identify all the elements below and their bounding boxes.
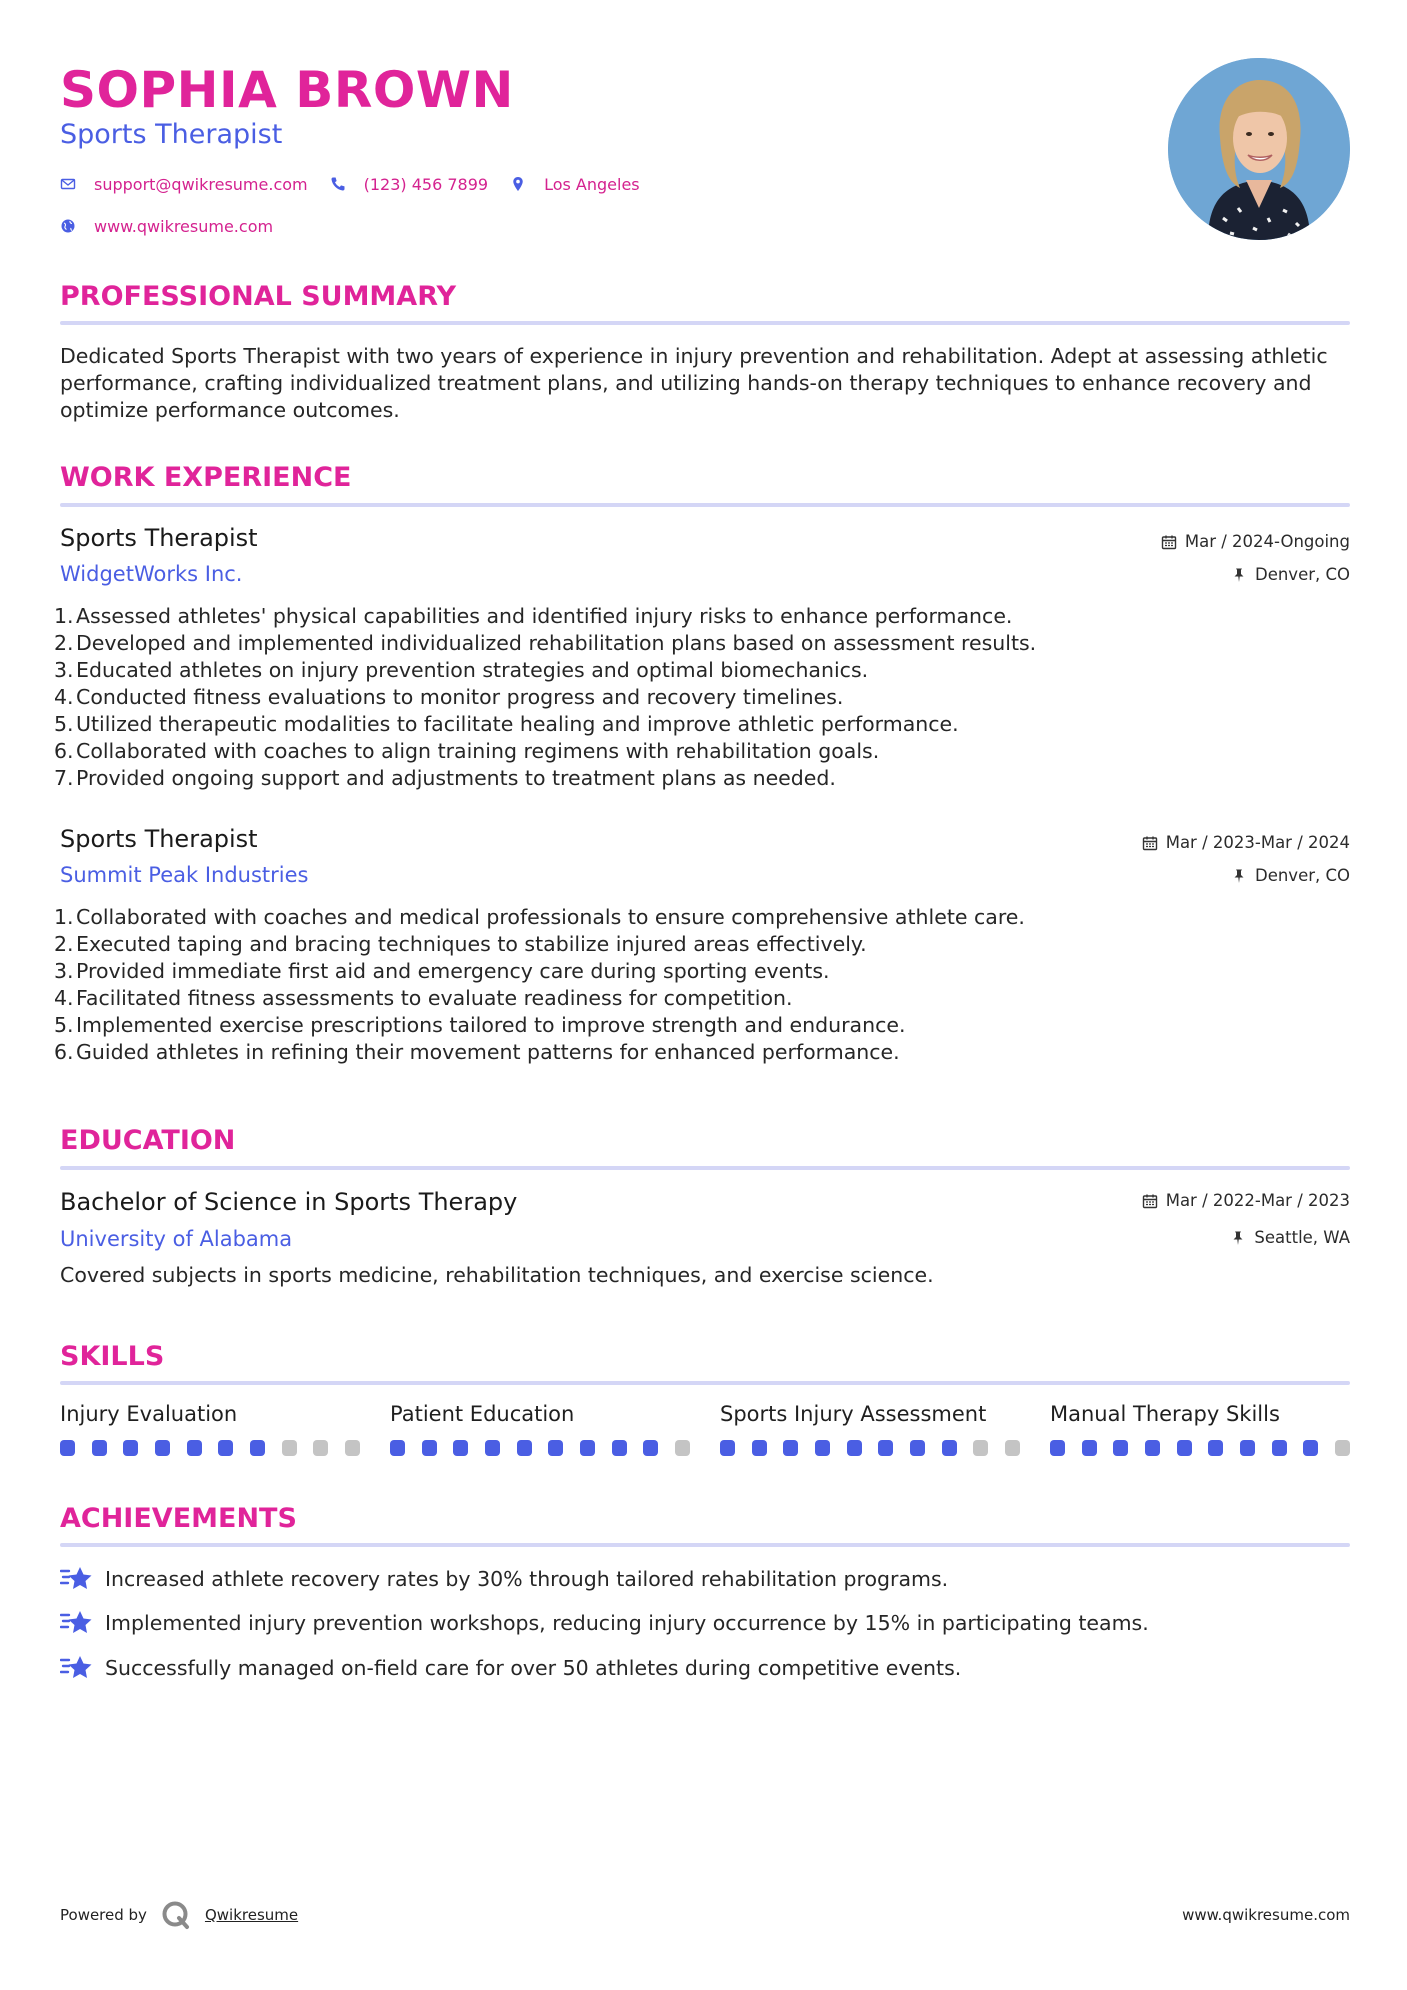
achievement-text: Implemented injury prevention workshops, reducing injury occurrence by 15% in participating teams. <box>105 1610 1149 1635</box>
skill-dot-filled <box>580 1440 595 1456</box>
website-text: www.qwikresume.com <box>94 216 274 236</box>
qwikresume-link[interactable]: Qwikresume <box>204 1906 299 1924</box>
skill-dot-filled <box>612 1440 627 1456</box>
profile-photo <box>1168 58 1350 240</box>
skill-dot-filled <box>155 1440 170 1456</box>
skill-dot-filled <box>1272 1440 1287 1456</box>
achievement-text: Successfully managed on-field care for over 50 athletes during competitive events. <box>105 1655 962 1680</box>
pushpin-icon <box>1230 1230 1246 1246</box>
section-title-skills: SKILLS <box>60 1341 165 1372</box>
list-item: 7. Provided ongoing support and adjustments to treatment plans as needed. <box>54 766 836 790</box>
skill-dot-filled <box>847 1440 862 1456</box>
footer-powered-by <box>60 1900 298 1930</box>
degree-title: Bachelor of Science in Sports Therapy <box>60 1188 518 1216</box>
list-item: 5. Implemented exercise prescriptions tailored to improve strength and endurance. <box>54 1013 906 1037</box>
job-dates-text: Mar / 2023-Mar / 2024 <box>1165 833 1350 852</box>
list-item: 1. Collaborated with coaches and medical professionals to ensure comprehensive athlete care. <box>54 905 1025 929</box>
location-text: Los Angeles <box>544 174 640 194</box>
candidate-name: SOPHIA BROWN <box>60 61 514 119</box>
achievement-item <box>60 1654 961 1682</box>
skills-grid <box>60 1400 1350 1456</box>
skill-dot-filled <box>1240 1440 1255 1456</box>
skill-dot-filled <box>1208 1440 1223 1456</box>
skill-dot-filled <box>123 1440 138 1456</box>
skill-dot-filled <box>60 1440 75 1456</box>
skill-dot-empty <box>1335 1440 1350 1456</box>
achievement-item <box>60 1565 948 1593</box>
list-item: 4. Facilitated fitness assessments to evaluate readiness for competition. <box>54 986 793 1010</box>
section-divider <box>60 1543 1350 1547</box>
list-item: 2. Executed taping and bracing techniques to stabilize injured areas effectively. <box>54 932 867 956</box>
skill-dot-filled <box>1050 1440 1065 1456</box>
skill-dot-filled <box>643 1440 658 1456</box>
job-location <box>1231 865 1350 887</box>
education-dates <box>1142 1190 1350 1212</box>
pushpin-icon <box>1231 868 1247 884</box>
email-item[interactable] <box>60 175 308 194</box>
powered-by-text: Powered by <box>60 1906 147 1924</box>
section-title-experience: WORK EXPERIENCE <box>60 462 352 493</box>
skill-dot-filled <box>1303 1440 1318 1456</box>
skill-dot-filled <box>815 1440 830 1456</box>
globe-icon <box>60 218 76 234</box>
skill-name: Manual Therapy Skills <box>1050 1402 1280 1426</box>
skill-dot-filled <box>250 1440 265 1456</box>
summary-text: Dedicated Sports Therapist with two years of experience in injury prevention and rehabilitation. Adept at assessing athletic performance, crafting individualized treatment plans, and utilizing hands-on therapy techniques to enhance recovery and optimize performance outcomes. <box>60 344 1328 422</box>
footer-website[interactable]: www.qwikresume.com <box>1182 1906 1350 1924</box>
list-item: 3. Provided immediate first aid and emergency care during sporting events. <box>54 959 830 983</box>
skill-rating <box>60 1440 360 1456</box>
section-title-summary: PROFESSIONAL SUMMARY <box>60 281 457 312</box>
section-divider <box>60 1381 1350 1385</box>
job-title: Sports Therapist <box>60 825 258 853</box>
contact-row <box>60 173 662 195</box>
education-location <box>1230 1227 1350 1249</box>
skill-dot-filled <box>453 1440 468 1456</box>
skill-dot-empty <box>675 1440 690 1456</box>
calendar-icon <box>1142 1193 1158 1209</box>
qwikresume-logo-icon <box>161 1900 191 1930</box>
star-icon <box>60 1609 94 1637</box>
skill-name: Sports Injury Assessment <box>720 1402 987 1426</box>
job-company: WidgetWorks Inc. <box>60 562 243 586</box>
list-item: 4. Conducted fitness evaluations to monitor progress and recovery timelines. <box>54 685 844 709</box>
skill-dot-filled <box>92 1440 107 1456</box>
skill-item <box>390 1400 690 1456</box>
skill-dot-empty <box>973 1440 988 1456</box>
skill-name: Patient Education <box>390 1402 575 1426</box>
skill-rating <box>1050 1440 1350 1456</box>
achievement-item <box>60 1609 1149 1637</box>
skill-rating <box>390 1440 690 1456</box>
skill-dot-filled <box>548 1440 563 1456</box>
skill-dot-filled <box>422 1440 437 1456</box>
skill-dot-filled <box>783 1440 798 1456</box>
envelope-icon <box>60 176 76 192</box>
skill-item <box>60 1400 360 1456</box>
skill-name: Injury Evaluation <box>60 1402 238 1426</box>
map-pin-icon <box>510 176 526 192</box>
skill-dot-filled <box>752 1440 767 1456</box>
skill-dot-filled <box>1145 1440 1160 1456</box>
skill-dot-filled <box>390 1440 405 1456</box>
list-item: 1. Assessed athletes' physical capabilities and identified injury risks to enhance performance. <box>54 604 1013 628</box>
section-divider <box>60 1166 1350 1170</box>
skill-dot-filled <box>485 1440 500 1456</box>
skill-dot-empty <box>313 1440 328 1456</box>
section-divider <box>60 321 1350 325</box>
skill-dot-filled <box>1082 1440 1097 1456</box>
job-dates <box>1161 531 1350 553</box>
skill-dot-filled <box>942 1440 957 1456</box>
job-location-text: Denver, CO <box>1254 866 1350 885</box>
list-item: 6. Guided athletes in refining their movement patterns for enhanced performance. <box>54 1040 900 1064</box>
calendar-icon <box>1161 534 1177 550</box>
pushpin-icon <box>1231 567 1247 583</box>
contact-row-website <box>60 215 295 237</box>
skill-dot-filled <box>218 1440 233 1456</box>
website-item[interactable] <box>60 217 273 236</box>
calendar-icon <box>1142 835 1158 851</box>
candidate-title: Sports Therapist <box>60 119 283 150</box>
school-name: University of Alabama <box>60 1227 293 1251</box>
skill-dot-filled <box>517 1440 532 1456</box>
education-description: Covered subjects in sports medicine, rehabilitation techniques, and exercise science. <box>60 1263 934 1287</box>
skill-item <box>720 1400 1020 1456</box>
section-divider <box>60 503 1350 507</box>
skill-dot-filled <box>1113 1440 1128 1456</box>
list-item: 3. Educated athletes on injury prevention strategies and optimal biomechanics. <box>54 658 869 682</box>
section-title-achievements: ACHIEVEMENTS <box>60 1503 297 1534</box>
section-title-education: EDUCATION <box>60 1125 236 1156</box>
education-location-text: Seattle, WA <box>1254 1228 1350 1247</box>
phone-item[interactable] <box>330 175 488 194</box>
job-bullets <box>54 603 1344 792</box>
list-item: 2. Developed and implemented individualized rehabilitation plans based on assessment results. <box>54 631 1037 655</box>
job-company: Summit Peak Industries <box>60 863 309 887</box>
list-item: 5. Utilized therapeutic modalities to facilitate healing and improve athletic performance. <box>54 712 959 736</box>
skill-item <box>1050 1400 1350 1456</box>
skill-dot-filled <box>1177 1440 1192 1456</box>
job-title: Sports Therapist <box>60 524 258 552</box>
job-location <box>1231 564 1350 586</box>
skill-dot-empty <box>282 1440 297 1456</box>
skill-rating <box>720 1440 1020 1456</box>
education-dates-text: Mar / 2022-Mar / 2023 <box>1165 1191 1350 1210</box>
skill-dot-filled <box>720 1440 735 1456</box>
email-text: support@qwikresume.com <box>94 174 308 194</box>
location-item <box>510 175 640 194</box>
phone-icon <box>330 176 346 192</box>
resume-page <box>54 0 1350 1990</box>
achievement-text: Increased athlete recovery rates by 30% through tailored rehabilitation programs. <box>105 1566 949 1591</box>
star-icon <box>60 1565 94 1593</box>
list-item: 6. Collaborated with coaches to align training regimens with rehabilitation goals. <box>54 739 880 763</box>
skill-dot-filled <box>910 1440 925 1456</box>
skill-dot-empty <box>1005 1440 1020 1456</box>
job-location-text: Denver, CO <box>1254 565 1350 584</box>
star-icon <box>60 1654 94 1682</box>
skill-dot-filled <box>187 1440 202 1456</box>
phone-text: (123) 456 7899 <box>363 174 489 194</box>
job-dates <box>1142 832 1350 854</box>
job-bullets <box>54 904 1344 1066</box>
skill-dot-filled <box>878 1440 893 1456</box>
job-dates-text: Mar / 2024-Ongoing <box>1184 532 1350 551</box>
skill-dot-empty <box>345 1440 360 1456</box>
